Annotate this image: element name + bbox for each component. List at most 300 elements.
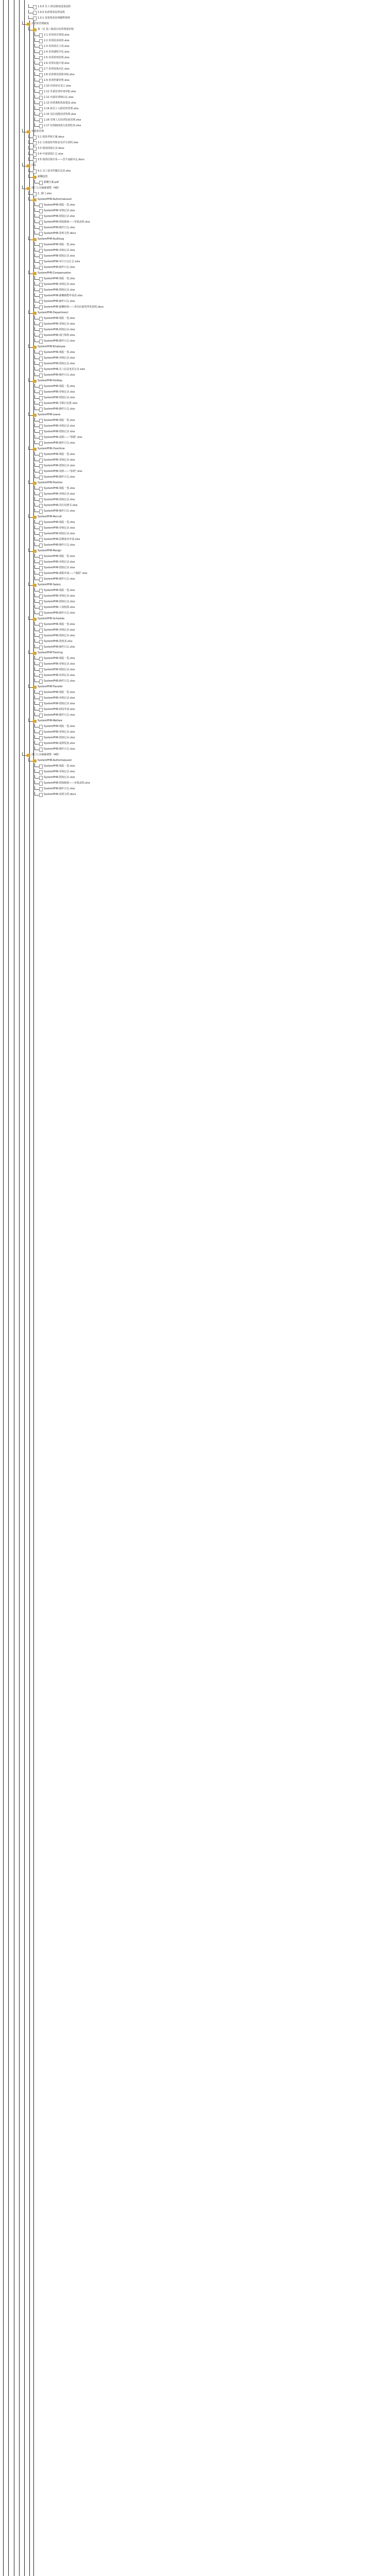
tree-connector <box>34 633 39 637</box>
tree-folder-row[interactable] <box>27 21 49 27</box>
tree-file-row[interactable] <box>39 83 71 89</box>
tree-connector <box>34 497 39 501</box>
tree-connector <box>34 384 39 387</box>
file-icon <box>39 368 43 372</box>
file-icon <box>39 532 43 536</box>
tree-connector <box>22 21 27 25</box>
tree-item-label: SystemPHR-操作日志.xlsx <box>44 442 75 445</box>
tree-file-row[interactable] <box>39 679 75 684</box>
file-icon <box>39 578 43 582</box>
tree-folder-row[interactable] <box>33 378 62 384</box>
tree-file-row[interactable] <box>33 168 71 174</box>
tree-connector <box>28 197 33 200</box>
tree-file-row[interactable] <box>39 214 75 219</box>
file-icon <box>39 62 43 66</box>
tree-file-row[interactable] <box>39 89 76 95</box>
file-icon <box>39 493 43 497</box>
tree-file-row[interactable] <box>39 673 75 679</box>
tree-connector <box>34 667 39 671</box>
tree-item-label: 2.2 培训需求调查.xlsx <box>44 39 69 42</box>
tree-item-label: SystemPHR-审核记录.xlsx <box>44 323 75 326</box>
tree-file-row[interactable] <box>33 15 70 21</box>
tree-file-row[interactable] <box>39 492 75 497</box>
tree-connector <box>34 418 39 421</box>
tree-file-row[interactable] <box>39 361 75 367</box>
file-icon <box>39 736 43 740</box>
tree-item-label: SystemPHR-操作日志.xlsx <box>44 612 75 615</box>
tree-folder-row[interactable] <box>33 514 62 520</box>
tree-item-label: SystemPHR-填报一览.xlsx <box>44 351 75 354</box>
tree-file-row[interactable] <box>39 696 75 701</box>
folder-icon <box>27 164 30 167</box>
tree-item-label: SystemPHR-填报一览.xlsx <box>44 691 75 694</box>
tree-item-label: SystemPHR-填报一览.xlsx <box>44 419 75 422</box>
tree-folder-row[interactable] <box>33 236 64 242</box>
tree-connector <box>34 792 39 795</box>
tree-file-row[interactable] <box>39 520 75 526</box>
tree-connector <box>34 474 39 478</box>
file-icon <box>33 147 37 151</box>
file-icon <box>39 629 43 633</box>
tree-folder-row[interactable] <box>33 197 72 202</box>
tree-connector <box>34 577 39 580</box>
tree-file-row[interactable] <box>39 730 75 735</box>
tree-item-label: SystemPHR-审核记录.xlsx <box>44 527 75 530</box>
tree-file-row[interactable] <box>39 560 75 565</box>
tree-file-row[interactable] <box>39 78 69 83</box>
tree-file-row[interactable] <box>39 32 69 38</box>
tree-connector <box>34 316 39 319</box>
tree-file-row[interactable] <box>39 208 75 214</box>
tree-connector <box>28 236 33 240</box>
tree-file-row[interactable] <box>39 44 69 49</box>
tree-file-row[interactable] <box>39 645 75 650</box>
tree-file-row[interactable] <box>39 435 82 440</box>
tree-file-row[interactable] <box>33 140 78 146</box>
tree-file-row[interactable] <box>39 423 75 429</box>
tree-item-label: SystemPHR-审核记录.xlsx <box>44 595 75 598</box>
tree-item-label: 2.6 培训实施计划.xlsx <box>44 62 69 65</box>
tree-folder-row[interactable] <box>33 270 71 276</box>
file-icon <box>33 158 37 162</box>
file-icon <box>39 612 43 616</box>
tree-file-row[interactable] <box>39 526 75 531</box>
folder-icon <box>33 759 37 762</box>
tree-file-row[interactable] <box>39 775 75 781</box>
tree-item-label: SystemPHR-授权记录.xlsx <box>44 634 75 637</box>
tree-file-row[interactable] <box>39 713 75 718</box>
folder-icon <box>33 346 37 349</box>
tree-item-label: SystemPHR-填报一览.xlsx <box>44 555 75 558</box>
tree-folder-row[interactable] <box>33 684 63 690</box>
tree-connector <box>28 650 33 654</box>
tree-file-row[interactable] <box>39 741 75 747</box>
tree-connector <box>34 89 39 93</box>
tree-connector <box>34 673 39 676</box>
tree-file-row[interactable] <box>39 701 75 707</box>
tree-item-label: 2.3 培训项目立项.xlsx <box>44 45 69 48</box>
tree-connector <box>34 248 39 251</box>
tree-file-row[interactable] <box>39 497 75 503</box>
tree-item-label: SystemPHR-审核记录.xlsx <box>44 391 75 394</box>
folder-icon <box>33 720 37 723</box>
tree-file-row[interactable] <box>39 588 75 594</box>
tree-guide-line <box>19 0 20 2576</box>
file-icon <box>39 33 43 38</box>
tree-file-row[interactable] <box>39 724 75 730</box>
tree-file-row[interactable] <box>39 452 75 457</box>
tree-file-row[interactable] <box>39 395 75 401</box>
tree-item-label: SystemPHR-填报一览.xlsx <box>44 657 75 660</box>
tree-connector <box>34 112 39 115</box>
folder-icon <box>27 187 30 190</box>
file-icon <box>33 152 37 157</box>
tree-item-label: SystemPHR-审核记录.xlsx <box>44 357 75 360</box>
tree-connector <box>28 548 33 552</box>
tree-file-row[interactable] <box>39 440 75 446</box>
file-icon <box>39 510 43 514</box>
tree-file-row[interactable] <box>39 242 75 248</box>
tree-item-label: SystemPHR-填报一览.xlsx <box>44 277 75 280</box>
tree-connector <box>34 435 39 438</box>
tree-file-row[interactable] <box>39 639 73 645</box>
tree-file-row[interactable] <box>39 219 90 225</box>
tree-file-row[interactable] <box>39 656 75 662</box>
tree-item-label: 1.0.0 员工身份/制度设置流程 <box>38 5 71 8</box>
file-icon <box>39 118 43 123</box>
file-icon <box>39 776 43 780</box>
tree-guide-line <box>3 0 4 2576</box>
tree-file-row[interactable] <box>39 316 75 321</box>
file-icon <box>39 113 43 117</box>
tree-connector <box>34 123 39 127</box>
tree-item-label: 3 绩效管理 <box>31 130 44 133</box>
file-icon <box>39 430 43 434</box>
tree-file-row[interactable] <box>39 786 75 792</box>
tree-file-row[interactable] <box>39 577 75 582</box>
tree-file-row[interactable] <box>39 389 75 395</box>
tree-file-row[interactable] <box>39 276 75 282</box>
tree-file-row[interactable] <box>39 265 75 270</box>
tree-file-row[interactable] <box>39 304 103 310</box>
tree-item-label: SystemPHR-操作日志.xlsx <box>44 226 75 229</box>
tree-file-row[interactable] <box>39 49 69 55</box>
file-icon <box>39 266 43 270</box>
tree-file-row[interactable] <box>39 231 76 236</box>
tree-file-row[interactable] <box>33 10 65 15</box>
tree-guide-line <box>24 0 25 2576</box>
tree-file-row[interactable] <box>33 157 84 163</box>
tree-folder-row[interactable] <box>33 480 63 486</box>
tree-file-row[interactable] <box>39 401 78 406</box>
tree-file-row[interactable] <box>39 463 75 469</box>
tree-folder-row[interactable] <box>33 548 61 554</box>
tree-item-label: SystemPHR-填报一览.xlsx <box>44 725 75 728</box>
tree-connector <box>34 225 39 229</box>
folder-icon <box>33 272 37 275</box>
tree-item-label: SystemPHR-填报一览.xlsx <box>44 385 75 388</box>
tree-file-row[interactable] <box>39 367 85 372</box>
tree-connector <box>28 412 33 416</box>
tree-file-row[interactable] <box>39 299 75 304</box>
tree-file-row[interactable] <box>39 781 90 786</box>
tree-file-row[interactable] <box>39 123 81 129</box>
tree-file-row[interactable] <box>39 259 80 265</box>
file-icon <box>39 697 43 701</box>
tree-folder-row[interactable] <box>27 185 61 191</box>
tree-folder-row[interactable] <box>33 174 48 180</box>
tree-item-label: 部门人员编制调整（4级） <box>31 187 61 190</box>
tree-connector <box>34 321 39 325</box>
tree-connector <box>34 741 39 744</box>
tree-connector <box>34 775 39 778</box>
tree-file-row[interactable] <box>39 384 75 389</box>
tree-connector <box>34 242 39 246</box>
tree-item-label: SystemPHR-审核记录.xlsx <box>44 770 75 773</box>
tree-file-row[interactable] <box>39 287 75 293</box>
tree-file-row[interactable] <box>39 406 75 412</box>
tree-item-label: SystemPHR-节假日安排.xlsx <box>44 402 78 405</box>
folder-icon <box>33 482 37 485</box>
tree-folder-row[interactable] <box>33 758 72 764</box>
tree-file-row[interactable] <box>39 372 75 378</box>
tree-file-row[interactable] <box>39 72 75 78</box>
tree-connector <box>34 372 39 376</box>
tree-connector <box>28 157 33 161</box>
tree-file-row[interactable] <box>39 565 75 571</box>
tree-file-row[interactable] <box>39 628 75 633</box>
tree-item-label: SystemPHR-Department <box>38 311 68 314</box>
tree-item-label: SystemPHR-授权记录.xlsx <box>44 396 75 399</box>
tree-item-label: SystemPHR-Resign <box>38 549 62 552</box>
tree-file-row[interactable] <box>39 594 75 599</box>
tree-file-row[interactable] <box>39 537 80 543</box>
file-icon <box>39 243 43 247</box>
tree-item-label: SystemPHR-授权记录.xlsx <box>44 702 75 705</box>
file-icon <box>39 317 43 321</box>
file-icon <box>39 555 43 559</box>
tree-file-row[interactable] <box>39 338 75 344</box>
file-icon <box>39 323 43 327</box>
tree-file-row[interactable] <box>39 248 75 253</box>
file-icon <box>39 351 43 355</box>
tree-item-label: SystemPHR-离职申请——"离职".xlsx <box>44 572 87 575</box>
tree-file-row[interactable] <box>39 55 69 61</box>
tree-folder-row[interactable] <box>33 616 64 622</box>
file-icon <box>39 101 43 106</box>
tree-item-label: 第一层 第三级项目培训规划审核 <box>38 28 74 31</box>
tree-file-row[interactable] <box>39 429 75 435</box>
tree-item-label: SystemPHR-Training <box>38 651 63 654</box>
file-icon <box>39 595 43 599</box>
tree-connector <box>28 378 33 382</box>
tree-connector <box>34 231 39 234</box>
tree-file-row[interactable] <box>39 474 75 480</box>
tree-file-row[interactable] <box>39 180 59 185</box>
tree-file-row[interactable] <box>39 100 76 106</box>
tree-connector <box>34 554 39 557</box>
file-icon <box>39 606 43 610</box>
tree-file-row[interactable] <box>39 707 75 713</box>
file-icon <box>39 249 43 253</box>
tree-file-row[interactable] <box>39 418 75 423</box>
tree-file-row[interactable] <box>33 151 63 157</box>
tree-item-label: SystemPHR-操作日志.xlsx <box>44 787 75 790</box>
tree-connector <box>34 265 39 268</box>
tree-file-row[interactable] <box>39 38 69 44</box>
tree-folder-row[interactable] <box>33 650 63 656</box>
tree-folder-row[interactable] <box>33 582 61 588</box>
tree-connector <box>34 367 39 370</box>
file-icon <box>39 566 43 570</box>
tree-file-row[interactable] <box>39 571 87 577</box>
tree-folder-row[interactable] <box>33 446 65 452</box>
tree-item-label: 4.1 员工基本档案信息表.xlsx <box>38 170 71 173</box>
tree-folder-row[interactable] <box>33 718 62 724</box>
tree-connector <box>34 44 39 47</box>
file-icon <box>33 141 37 145</box>
file-icon <box>39 84 43 89</box>
tree-connector <box>28 480 33 484</box>
tree-file-row[interactable] <box>39 225 75 231</box>
tree-item-label: 2 培训管理制度 <box>31 22 49 25</box>
tree-item-label: SystemPHR-填报一览.xlsx <box>44 487 75 490</box>
tree-file-row[interactable] <box>39 253 75 259</box>
tree-file-row[interactable] <box>39 333 75 338</box>
tree-connector <box>34 106 39 110</box>
tree-file-row[interactable] <box>33 191 51 197</box>
tree-item-label: 2.1 培训项目规划.xlsx <box>44 33 69 37</box>
file-icon <box>39 702 43 706</box>
file-icon <box>33 5 37 9</box>
tree-connector <box>28 168 33 172</box>
tree-item-label: SystemPHR-操作日志.xlsx <box>44 408 75 411</box>
tree-file-row[interactable] <box>39 321 75 327</box>
tree-file-row[interactable] <box>39 554 75 560</box>
tree-file-row[interactable] <box>39 611 75 616</box>
tree-connector <box>34 786 39 790</box>
tree-file-row[interactable] <box>39 486 75 492</box>
tree-file-row[interactable] <box>39 543 75 548</box>
tree-file-row[interactable] <box>39 509 75 514</box>
file-icon <box>39 39 43 43</box>
tree-file-row[interactable] <box>39 769 75 775</box>
tree-connector <box>34 730 39 733</box>
tree-file-row[interactable] <box>39 355 75 361</box>
tree-file-row[interactable] <box>39 662 75 667</box>
tree-folder-row[interactable] <box>33 310 68 316</box>
tree-file-row[interactable] <box>39 599 75 605</box>
file-icon <box>39 232 43 236</box>
tree-item-label: 2.5 培训讲师管理.xlsx <box>44 56 69 59</box>
tree-item-label: 3.2 月度绩效考核表及评分说明.xlsx <box>38 141 79 144</box>
tree-connector <box>28 140 33 144</box>
tree-file-row[interactable] <box>39 350 75 355</box>
file-icon <box>39 283 43 287</box>
tree-item-label: SystemPHR-薪酬调整申请表.xlsx <box>44 294 83 297</box>
tree-connector <box>34 429 39 433</box>
tree-file-row[interactable] <box>39 293 82 299</box>
file-icon <box>39 668 43 672</box>
tree-folder-row[interactable] <box>27 163 37 168</box>
tree-file-row[interactable] <box>39 605 75 611</box>
tree-guide-line <box>33 21 34 2576</box>
folder-icon <box>33 550 37 553</box>
tree-connector <box>34 492 39 495</box>
file-icon <box>39 357 43 361</box>
tree-file-row[interactable] <box>39 503 78 509</box>
tree-item-label: SystemPHR-审核记录.xlsx <box>44 561 75 564</box>
tree-item-label: SystemPHR-AuditLog <box>38 238 64 241</box>
tree-file-row[interactable] <box>39 690 75 696</box>
tree-item-label: SystemPHR-操作日志.xlsx <box>44 476 75 479</box>
tree-file-row[interactable] <box>39 622 75 628</box>
tree-file-row[interactable] <box>39 282 75 287</box>
tree-file-row[interactable] <box>39 202 75 208</box>
tree-connector <box>28 758 33 761</box>
folder-icon <box>33 584 37 587</box>
tree-file-row[interactable] <box>33 134 64 140</box>
file-icon <box>39 527 43 531</box>
folder-icon <box>33 380 37 383</box>
tree-file-row[interactable] <box>39 531 75 537</box>
tree-folder-row[interactable] <box>27 752 61 758</box>
tree-item-label: 薪酬设置 <box>38 175 48 178</box>
tree-file-row[interactable] <box>39 61 69 66</box>
tree-connector <box>34 202 39 206</box>
tree-file-row[interactable] <box>39 469 82 474</box>
tree-file-row[interactable] <box>39 106 79 112</box>
tree-connector <box>34 361 39 365</box>
tree-item-label: SystemPHR-授权记录.xlsx <box>44 328 75 331</box>
tree-folder-row[interactable] <box>27 129 44 134</box>
tree-folder-row[interactable] <box>33 344 65 350</box>
file-icon <box>39 708 43 712</box>
file-icon <box>33 135 37 140</box>
tree-item-label: 2.12 内部培训师认证.xlsx <box>44 96 74 99</box>
tree-file-row[interactable] <box>33 4 71 10</box>
tree-file-row[interactable] <box>33 146 64 151</box>
tree-file-row[interactable] <box>39 747 75 752</box>
tree-connector <box>34 662 39 665</box>
tree-folder-row[interactable] <box>33 412 60 418</box>
tree-item-label: 3.5 绩效结果应用——晋升加薪评定.docx <box>38 158 85 161</box>
tree-file-row[interactable] <box>39 66 69 72</box>
tree-item-label: SystemPHR-授权记录.xlsx <box>44 430 75 433</box>
tree-file-row[interactable] <box>39 457 75 463</box>
tree-file-row[interactable] <box>39 95 74 100</box>
file-icon <box>39 589 43 593</box>
tree-file-row[interactable] <box>39 735 75 741</box>
tree-connector <box>28 718 33 722</box>
file-icon <box>39 663 43 667</box>
tree-file-row[interactable] <box>39 112 76 117</box>
tree-item-label: SystemPHR-操作日志.xlsx <box>44 544 75 547</box>
tree-file-row[interactable] <box>39 117 81 123</box>
tree-file-row[interactable] <box>39 792 76 798</box>
tree-folder-row[interactable] <box>33 27 74 32</box>
tree-item-label: SystemPHR-审核记录.xlsx <box>44 697 75 700</box>
tree-file-row[interactable] <box>39 633 75 639</box>
tree-connector <box>34 38 39 42</box>
tree-connector <box>22 185 27 189</box>
tree-item-label: SystemPHR-填报一览.xlsx <box>44 765 75 768</box>
tree-item-label: SystemPHR-操作日志.xlsx <box>44 714 75 717</box>
tree-connector <box>34 781 39 784</box>
tree-file-row[interactable] <box>39 327 75 333</box>
tree-file-row[interactable] <box>39 764 75 769</box>
tree-file-row[interactable] <box>39 667 75 673</box>
